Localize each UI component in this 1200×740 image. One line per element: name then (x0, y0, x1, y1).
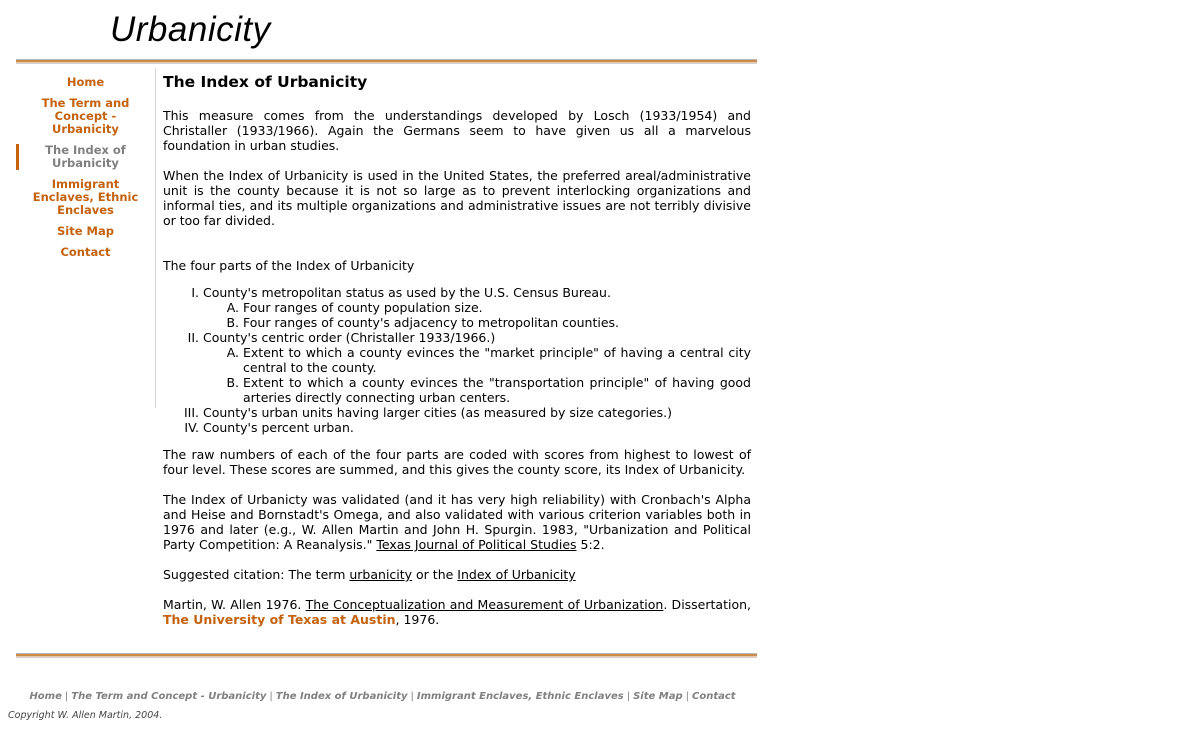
reference-end: , 1976. (395, 612, 440, 627)
citation-paragraph (163, 567, 751, 582)
footer-separator: | (269, 691, 273, 702)
citation-prefix: Suggested citation: The term (163, 567, 350, 582)
parts-heading: The four parts of the Index of Urbanicity (163, 258, 415, 273)
footer-separator: | (626, 691, 631, 702)
index-link[interactable]: Index of Urbanicity (457, 567, 576, 582)
intro-paragraph: This measure comes from the understandings developed by Losch (1933/1954) and Christaller (1933/1966). Again the Germans seem to have given us all a marvelous foundation in urban studies. (163, 108, 751, 153)
list-item: B. Extent to which a county evinces the "transportation principle" of having good arteries directly connecting urban centers. (243, 375, 751, 405)
citation-mid: or the (412, 567, 458, 582)
footer-link-term-concept[interactable]: The Term and Concept - Urbanicity (71, 691, 267, 702)
reference-mid: . Dissertation, (663, 597, 751, 612)
list-item: A. Extent to which a county evinces the "market principle" of having a central city central to the county. (243, 345, 751, 375)
nav-item-immigrant-enclaves[interactable]: Immigrant Enclaves, Ethnic Enclaves (32, 177, 139, 217)
footer-link-contact[interactable]: Contact (691, 691, 736, 702)
county-paragraph: When the Index of Urbanicity is used in the United States, the preferred areal/administrative unit is the county because it is not so large as to prevent interlocking organizations and informal ties, and its multiple organizations and administrative issues are not terribly divisive or too far divided. (163, 168, 751, 228)
part-i: County's metropolitan status as used by the U.S. Census Bureau. (203, 285, 611, 300)
validation-text: The Index of Urbanicty was validated (and it has very high reliability) with Cronbach's Alpha and Heise and Bornstadt's Omega, and also validated with various criterion variables both in 1976 and later (e.g., W. Allen Martin and John H. Spurgin. 1983, "Urbanization and Political Party Competition: A Reanalysis." (163, 492, 751, 552)
list-item: IV. County's percent urban. (203, 420, 751, 435)
scoring-paragraph: The raw numbers of each of the four parts are coded with scores from highest to lowest of four level. These scores are summed, and this gives the county score, its Index of Urbanicity. (163, 447, 751, 477)
nav-item-index-of-urbanicity[interactable]: The Index of Urbanicity (16, 144, 155, 170)
sub-list (203, 345, 751, 405)
sidebar-nav (16, 76, 155, 267)
page-title: The Index of Urbanicity (163, 73, 368, 91)
sidebar-divider (155, 68, 156, 408)
header-divider (16, 59, 757, 64)
footer-separator: | (410, 691, 414, 702)
spacer (163, 243, 751, 258)
footer-link-index[interactable]: The Index of Urbanicity (275, 691, 408, 702)
footer-separator: | (64, 691, 69, 702)
list-item (203, 285, 751, 330)
validation-paragraph (163, 492, 751, 552)
footer-separator: | (685, 691, 689, 702)
footer-nav (0, 691, 765, 702)
footer-link-home[interactable]: Home (29, 691, 62, 702)
footer-link-enclaves[interactable]: Immigrant Enclaves, Ethnic Enclaves (416, 691, 624, 702)
footer-divider (16, 653, 757, 658)
dissertation-link[interactable]: The Conceptualization and Measurement of Urbanization (305, 597, 664, 612)
nav-item-term-concept[interactable]: The Term and Concept - Urbanicity (41, 96, 130, 136)
sub-list (203, 300, 751, 330)
parts-list (163, 285, 751, 435)
list-item: A. Four ranges of county population size. (243, 300, 751, 315)
reference-paragraph (163, 597, 751, 627)
nav-item-contact[interactable]: Contact (60, 245, 111, 259)
validation-end: 5:2. (576, 537, 605, 552)
part-ii: County's centric order (Christaller 1933/1966.) (203, 330, 496, 345)
urbanicity-link[interactable]: urbanicity (349, 567, 413, 582)
main-content (163, 70, 751, 642)
list-item: B. Four ranges of county's adjacency to metropolitan counties. (243, 315, 751, 330)
site-title: Urbanicity (110, 10, 271, 49)
footer-link-site-map[interactable]: Site Map (633, 691, 683, 702)
nav-item-site-map[interactable]: Site Map (57, 224, 114, 238)
nav-item-home[interactable]: Home (66, 75, 105, 89)
reference-prefix: Martin, W. Allen 1976. (163, 597, 306, 612)
university-link[interactable]: The University of Texas at Austin (163, 612, 396, 627)
list-item (203, 330, 751, 405)
list-item: III. County's urban units having larger cities (as measured by size categories.) (203, 405, 751, 420)
journal-link[interactable]: Texas Journal of Political Studies (376, 537, 577, 552)
copyright: Copyright W. Allen Martin, 2004. (8, 710, 163, 721)
